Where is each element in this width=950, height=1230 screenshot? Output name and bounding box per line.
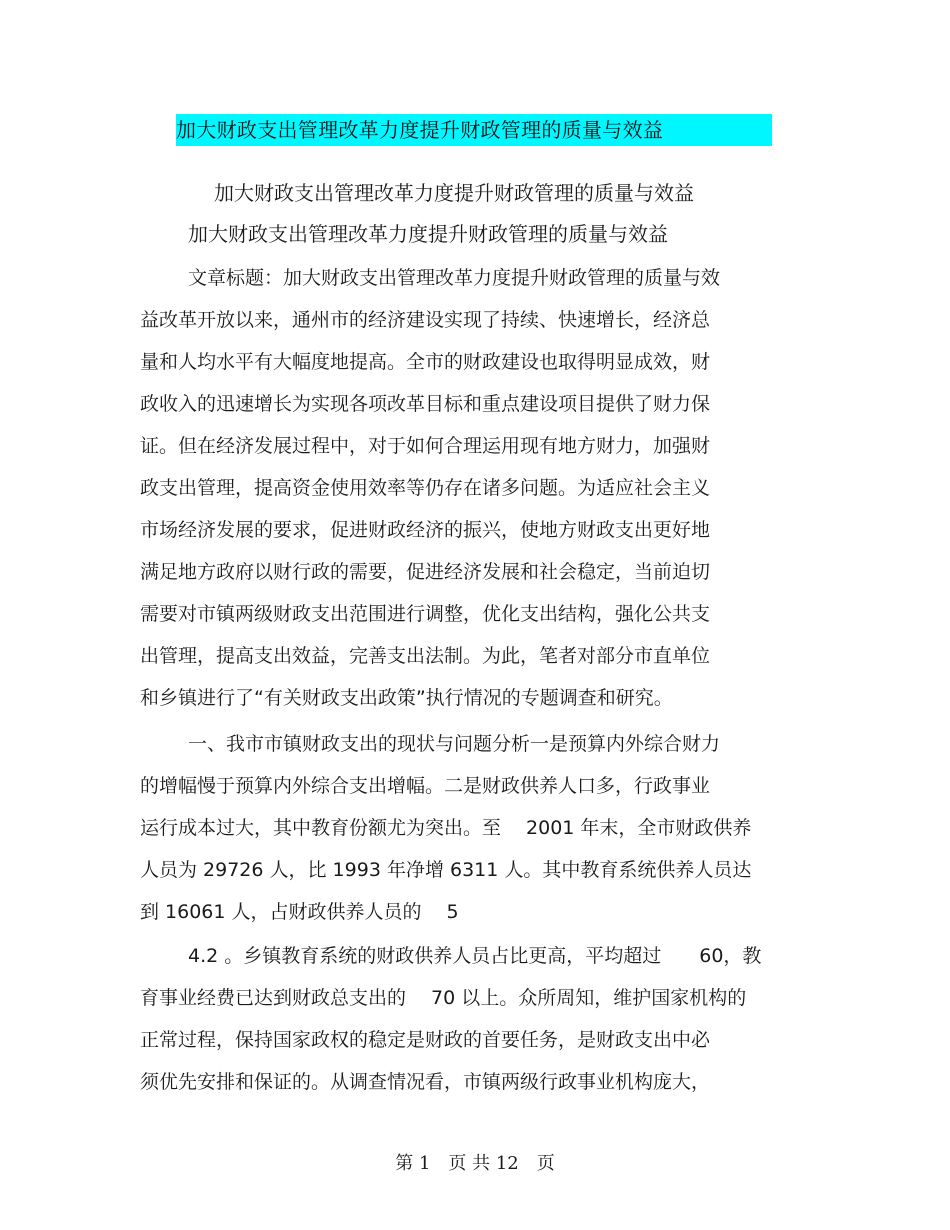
body-line: 育事业经费已达到财政总支出的 70 以上。众所周知，维护国家机构的	[140, 987, 747, 1009]
body-line: 证。但在经济发展过程中，对于如何合理运用现有地方财力，加强财	[140, 435, 711, 457]
body-line: 政收入的迅速增长为实现各项改革目标和重点建设项目提供了财力保	[140, 393, 711, 415]
subtitle-line-1: 加大财政支出管理改革力度提升财政管理的质量与效益	[214, 181, 694, 205]
body-line: 出管理，提高支出效益，完善支出法制。为此，笔者对部分市直单位	[140, 645, 711, 667]
body-line: 政支出管理，提高资金使用效率等仍存在诸多问题。为适应社会主义	[140, 477, 711, 499]
body-line: 和乡镇进行了“有关财政支出政策”执行情况的专题调查和研究。	[140, 687, 673, 709]
body-line: 市场经济发展的要求，促进财政经济的振兴，使地方财政支出更好地	[140, 519, 711, 541]
body-line: 需要对市镇两级财政支出范围进行调整，优化支出结构，强化公共支	[140, 603, 711, 625]
body-line: 益改革开放以来，通州市的经济建设实现了持续、快速增长，经济总	[140, 309, 711, 331]
body-line: 到 16061 人，占财政供养人员的 5	[140, 901, 459, 923]
body-line: 须优先安排和保证的。从调查情况看，市镇两级行政事业机构庞大，	[140, 1071, 711, 1093]
body-line: 量和人均水平有大幅度地提高。全市的财政建设也取得明显成效，财	[140, 351, 711, 373]
body-line: 4.2 。乡镇教育系统的财政供养人员占比更高，平均超过 60，教	[188, 945, 762, 967]
page-number: 第 1 页 共 12 页	[395, 1153, 555, 1174]
body-line: 运行成本过大，其中教育份额尤为突出。至 2001 年末，全市财政供养	[140, 817, 752, 839]
body-line: 一、我市市镇财政支出的现状与问题分析一是预算内外综合财力	[188, 733, 721, 755]
subtitle-line-2: 加大财政支出管理改革力度提升财政管理的质量与效益	[188, 222, 668, 246]
body-line: 满足地方政府以财行政的需要，促进经济发展和社会稳定，当前迫切	[140, 561, 711, 583]
body-line: 的增幅慢于预算内外综合支出增幅。二是财政供养人口多，行政事业	[140, 775, 711, 797]
body-line: 人员为 29726 人，比 1993 年净增 6311 人。其中教育系统供养人员达	[140, 859, 752, 881]
document-title: 加大财政支出管理改革力度提升财政管理的质量与效益	[176, 118, 664, 142]
body-line: 文章标题：加大财政支出管理改革力度提升财政管理的质量与效	[188, 267, 721, 289]
body-line: 正常过程，保持国家政权的稳定是财政的首要任务，是财政支出中必	[140, 1029, 711, 1051]
